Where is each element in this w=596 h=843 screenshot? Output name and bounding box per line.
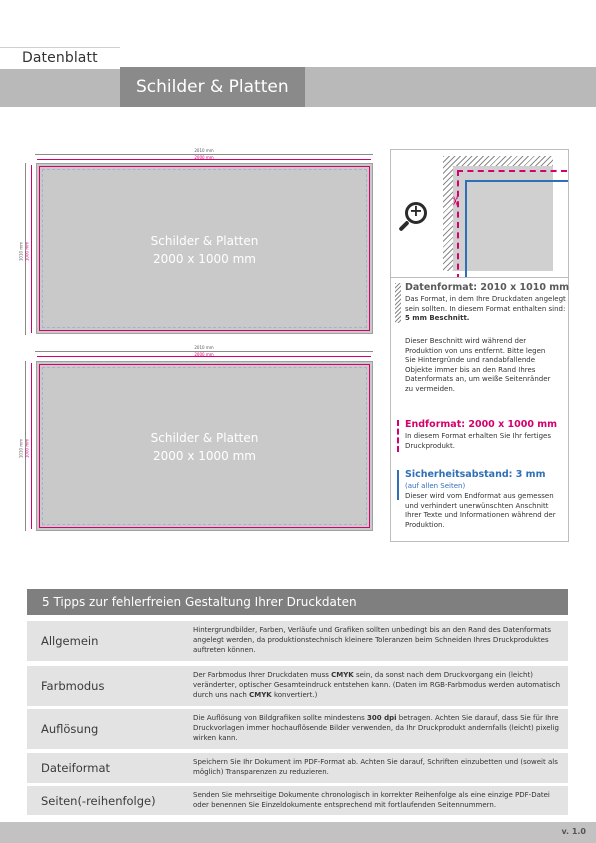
scissors-icon: ✂ (448, 195, 463, 207)
tip-label: Dateiformat (41, 761, 111, 775)
sicherheit-subtitle: (auf allen Seiten) (405, 482, 466, 490)
tips-heading-bar (27, 589, 568, 615)
legend-sicherheitsabstand (391, 468, 568, 538)
plate-1-height-outer: 1010 mm (18, 241, 24, 262)
plate-2-height-inner: 1000 mm (24, 438, 30, 459)
plate-2-width-inner: 2000 mm (194, 352, 214, 357)
tip-row-seitenreihenfolge (27, 786, 568, 815)
endformat-text: In diesem Format erhalten Sie Ihr fertiges Druckprodukt. (405, 432, 552, 450)
tip-text: Der Farbmodus Ihrer Druckdaten muss CMYK sein, da sonst nach dem Druckvorgang ein (leicht) veränderter, optischer Gesamteindruck entstehen kann. (Daten im RGB-Farbmodus werden automatisch durch uns nach CMYK konvertiert.) (193, 671, 561, 700)
tip-row-aufloesung (27, 709, 568, 749)
sicherheit-title: Sicherheitsabstand: 3 mm (405, 469, 546, 480)
plate-1 (36, 163, 373, 334)
tip-label: Auflösung (41, 722, 99, 736)
format-legend-panel (390, 149, 569, 542)
datasheet-tab (0, 47, 120, 69)
plate-1-width-outer: 2010 mm (194, 148, 214, 153)
version-label: v. 1.0 (561, 827, 586, 836)
safety-line (465, 180, 568, 278)
plate-2-label-size: 2000 x 1000 mm (152, 449, 256, 463)
corner-zoom-illustration (391, 150, 568, 278)
page-title: Schilder & Platten (136, 77, 289, 97)
tip-text: Speichern Sie Ihr Dokument im PDF-Format ab. Achten Sie darauf, Schriften einzubetten und (soweit als möglich) Transparenzen zu reduzieren. (193, 758, 558, 777)
tip-label: Seiten(-reihenfolge) (41, 794, 156, 808)
sicherheit-text: Dieser wird vom Endformat aus gemessen und verhindert unerwünschten Anschnitt Ihrer Texte und Informationen während der Produktion. (405, 492, 556, 529)
tip-text: Senden Sie mehrseitige Dokumente chronologisch in korrekter Reihenfolge als eine einzige PDF-Datei oder benennen Sie Einzeldokumente entsprechend mit fortlaufenden Seitennummern. (193, 791, 550, 810)
tip-row-allgemein (27, 621, 568, 661)
tips-heading: 5 Tipps zur fehlerfreien Gestaltung Ihrer Druckdaten (42, 595, 357, 609)
plate-2 (36, 361, 373, 531)
plate-1-height-dimension (20, 163, 36, 335)
tip-label: Allgemein (41, 634, 99, 648)
datenformat-text: Das Format, in dem Ihre Druckdaten angelegt sein sollten. In diesem Format enthalten sind: 5 mm Beschnitt. (405, 295, 566, 323)
hatch-marker-icon (395, 283, 401, 323)
tip-row-dateiformat (27, 753, 568, 783)
plate-2-width-outer: 2010 mm (194, 345, 214, 350)
plate-2-label-name: Schilder & Platten (150, 431, 259, 445)
tip-row-farbmodus (27, 666, 568, 706)
plate-1-height-inner: 1000 mm (24, 241, 30, 262)
tip-label: Farbmodus (41, 679, 105, 693)
magnifier-icon: + (405, 202, 427, 224)
datenformat-title: Datenformat: 2010 x 1010 mm (405, 282, 570, 293)
plate-1-width-inner: 2000 mm (194, 155, 214, 160)
blue-line-marker-icon (397, 470, 399, 500)
plate-2-height-dimension (20, 361, 36, 531)
page-title-box (120, 67, 305, 107)
legend-datenformat (391, 281, 570, 393)
pink-dash-marker-icon (397, 420, 399, 452)
tip-text: Die Auflösung von Bildgrafiken sollte mindestens 300 dpi betragen. Achten Sie darauf, dass Sie für Ihre Druckvorlagen immer hochauflösende Bilder verwenden, da Ihr Druckprodukt andernfalls (leicht) pixelig wirken kann. (193, 714, 559, 743)
plate-1-label-name: Schilder & Platten (150, 234, 259, 248)
tip-text: Hintergrundbilder, Farben, Verläufe und Grafiken sollten unbedingt bis an den Rand des Datenformats angelegt werden, da produktionstechnisch kleinere Toleranzen beim Schneiden Ihres Druckproduktes auftreten können. (193, 626, 552, 655)
plate-1-label-size: 2000 x 1000 mm (152, 252, 256, 266)
datenformat-note: Dieser Beschnitt wird während der Produktion von uns entfernt. Bitte legen Sie Hintergründe und randabfallende Objekte immer bis an den Rand Ihres Datenformats an, um weiße Seitenränder zu vermeiden. (405, 337, 551, 393)
datasheet-tab-label: Datenblatt (22, 50, 98, 66)
footer-band (0, 822, 596, 843)
endformat-title: Endformat: 2000 x 1000 mm (405, 419, 558, 430)
legend-endformat (391, 418, 568, 458)
plate-2-height-outer: 1010 mm (18, 438, 24, 459)
magnifier-handle-icon (398, 220, 409, 231)
plate-2-width-dimension (35, 346, 373, 362)
